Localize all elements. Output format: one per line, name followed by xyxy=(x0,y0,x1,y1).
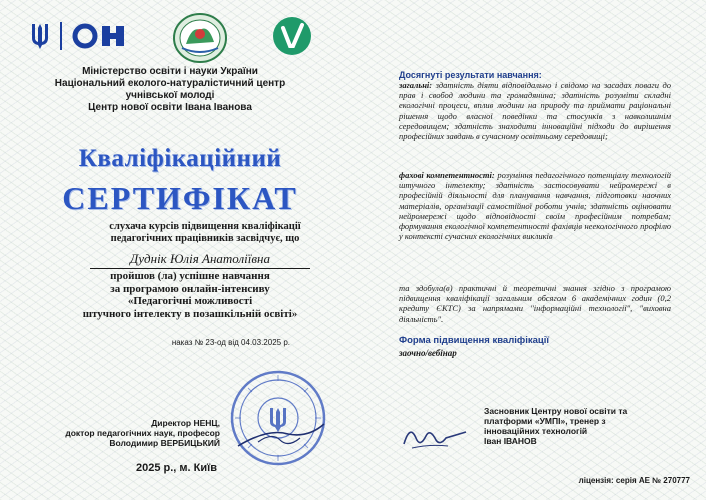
place-and-date: 2025 р., м. Київ xyxy=(136,462,217,474)
recipient-name: Дуднік Юлія Анатоліївна xyxy=(90,251,310,269)
form-label: Форма підвищення кваліфікації xyxy=(399,335,550,346)
founder-line: інноваційних технологій xyxy=(484,426,588,436)
founder-line: платформи «УМПІ», тренер з xyxy=(484,416,606,426)
eco-emblem-icon xyxy=(172,12,228,64)
general-label: загальні: xyxy=(399,80,433,90)
certificate-title-certificate: СЕРТИФІКАТ xyxy=(62,180,298,216)
certificate-title-qualification: Кваліфікаційний xyxy=(78,145,282,172)
trident-icon xyxy=(270,408,286,432)
professional-competences xyxy=(399,170,671,241)
founder-signature-block xyxy=(484,406,644,446)
completion-line: за програмою онлайн-інтенсиву xyxy=(110,282,270,295)
official-stamp xyxy=(228,368,328,468)
director-line: Директор НЕНЦ, xyxy=(151,418,220,428)
trident-icon xyxy=(30,22,50,50)
acquired-knowledge: та здобула(в) практичні й теоретичні знання згідно з програмою підвищення кваліфікації загальним обсягом 6 академічних годин (0,2 кредиту ЄКТС) за напрямами "інформаційні технології", "виховна діяльність". xyxy=(399,283,671,324)
completion-line: пройшов (ла) успішне навчання xyxy=(110,270,270,282)
completion-statement xyxy=(50,270,330,320)
completion-line: штучного інтелекту в позашкільній освіті» xyxy=(82,307,298,320)
founder-line: Засновник Центру нової освіти та xyxy=(484,406,628,416)
general-competences xyxy=(399,80,671,141)
ministry-line: учнівської молоді xyxy=(125,90,215,101)
completion-line: «Педагогічні можливості xyxy=(127,295,253,307)
founder-signature xyxy=(400,418,470,454)
professional-text: розуміння педагогічного потенціалу технологій штучного інтелекту; здатність застосовувати нейромережі в професійній діяльності для планування навчання, підготовки наочних матеріалів, організації самостійної роботи учнів; здатність оцінювати нейромережі щодо відповідності своїм професійним потребам; формування екологічної компетентності фахівців неекологічного профілю у контексті сучасних екологічних викликів xyxy=(399,170,671,242)
certificate-subtitle xyxy=(80,221,330,245)
founder-line: Іван ІВАНОВ xyxy=(484,436,537,446)
results-heading: Досягнуті результати навчання: xyxy=(399,70,542,80)
subtitle-line: слухача курсів підвищення кваліфікації xyxy=(109,221,301,232)
oh-logo-icon xyxy=(72,22,132,50)
ministry-line: Міністерство освіти і науки України xyxy=(82,66,258,77)
general-text: здатність діяти відповідально і свідомо на засадах поваги до прав і свобод людини та громадянина; здатність розуміти складні екологічні процеси, вплив людини на природу та приймати раціональні рішення щодо власної поведінки та стосунків з навколишнім середовищем; здатність знаходити інноваційні підходи до вирішення професійних завдань в сучасному освітньому середовищі; xyxy=(399,80,672,142)
license-number: ліцензія: серія АЕ № 270777 xyxy=(578,476,690,485)
ministry-line: Національний еколого-натуралістичний центр xyxy=(54,78,286,89)
logo-divider xyxy=(60,22,62,50)
ministry-line: Центр нової освіти Івана Іванова xyxy=(88,102,252,113)
professional-label: фахові компетентності: xyxy=(399,170,495,180)
director-signature-block xyxy=(60,418,220,448)
subtitle-line: педагогічних працівників засвідчує, що xyxy=(110,233,300,244)
order-number: наказ № 23-од від 04.03.2025 р. xyxy=(171,338,290,347)
director-line: доктор педагогічних наук, професор xyxy=(65,428,220,438)
director-line: Володимир ВЕРБИЦЬКИЙ xyxy=(109,438,220,448)
ministry-header xyxy=(40,66,300,114)
v-logo-icon xyxy=(272,16,312,56)
form-value: заочно/вебінар xyxy=(399,348,457,358)
